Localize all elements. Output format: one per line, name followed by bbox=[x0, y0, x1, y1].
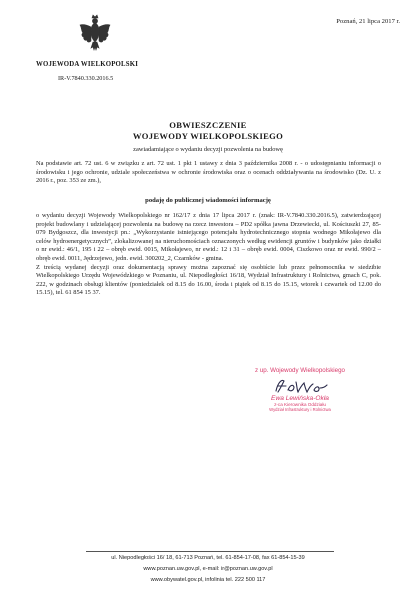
footer-address: ul. Niepodległości 16/ 18, 61-713 Poznań, tel. 61-854-17-08, fax 61-854-15-39 bbox=[111, 555, 305, 561]
signature-stamp bbox=[235, 367, 365, 412]
stamp-authorization: z up. Wojewody Wielkopolskiego bbox=[255, 367, 345, 374]
place-date: Poznań, 21 lipca 2017 r. bbox=[336, 18, 400, 25]
signatory-department: Wydział Infrastruktury i Rolnictwa bbox=[269, 407, 331, 412]
handwritten-signature-icon bbox=[270, 376, 330, 396]
legal-basis-paragraph: Na podstawie art. 72 ust. 6 w związku z art. 72 ust. 1 pkt 1 ustawy z dnia 3 października 2008 r. - o udostępnianiu informacji o środowisku i jego ochronie, udziale społeczeństwa w ochronie środowiska oraz o ocenach oddziaływania na środowisko (Dz. U. z 2016 r., poz. 353 ze zm.), bbox=[36, 160, 381, 185]
announcement-heading: podaję do publicznej wiadomości informację bbox=[145, 197, 271, 204]
signatory-name: Ewa Lewińska-Okła bbox=[271, 395, 329, 402]
decision-paragraph: o wydaniu decyzji Wojewody Wielkopolskiego nr 162/17 z dnia 17 lipca 2017 r. (znak: IR-V.7840.330.2016.5), zatwierdzającej projekt budowlany i udzielającej pozwolenia na budowę na rzecz inwestora – PD2 spółka jawna Drzewiecki, ul. Kościuszki 27, 85-079 Bydgoszcz, dla inwestycji pn.: „Wykorzystanie istniejącego potencjału hydrotechnicznego stopnia wodnego Mikołajewo dla celów hydroenergetycznych”, zlokalizowanej na nieruchomościach oznaczonych według ewidencji gruntów i budynków jako działki o nr ewid.: 46/1, 195 i 22 – obręb ewid. 0015, Mikołajewo, nr ewid.: 12 i 31 – obręb ewid. 0004, Ciszkowo oraz nr ewid. 990/2 – obręb ewid. 0011, Jędrzejewo, jedn. ewid. 300202_2, Czarnków - gmina. bbox=[36, 212, 381, 262]
footer-divider bbox=[86, 551, 334, 552]
footer-obywatel: www.obywatel.gov.pl, infolinia tel. 222 500 117 bbox=[150, 577, 266, 583]
document-title-issuer: WOJEWODY WIELKOPOLSKIEGO bbox=[132, 131, 284, 141]
document-subtitle: zawiadamiające o wydaniu decyzji pozwolenia na budowę bbox=[133, 146, 283, 153]
office-name: WOJEWODA WIELKOPOLSKI bbox=[36, 61, 139, 68]
document-title: OBWIESZCZENIE bbox=[169, 120, 247, 130]
decision-details bbox=[36, 212, 381, 298]
reference-number: IR-V.7840.330.2016.5 bbox=[58, 75, 114, 82]
signatory-role: z-ca Kierownika Oddziału bbox=[274, 402, 326, 407]
access-info-paragraph: Z treścią wydanej decyzji oraz dokumentacją sprawy można zapoznać się osobiście lub przez pełnomocnika w siedzibie Wielkopolskiego Urzędu Wojewódzkiego w Poznaniu, ul. Niepodległości 16/18, Wydział Infrastruktury i Rolnictwa, gmach C, pok. 222, w godzinach obsługi klientów (poniedziałek od 8.15 do 16.00, środa i piątek od 8.15 do 15.15, wtorek i czwartek od 12.00 do 15.15), tel. 61 854 15 37. bbox=[36, 263, 381, 297]
footer-website-email: www.poznan.uw.gov.pl, e-mail: ir@poznan.uw.gov.pl bbox=[143, 566, 273, 572]
polish-eagle-emblem-icon bbox=[79, 14, 111, 52]
